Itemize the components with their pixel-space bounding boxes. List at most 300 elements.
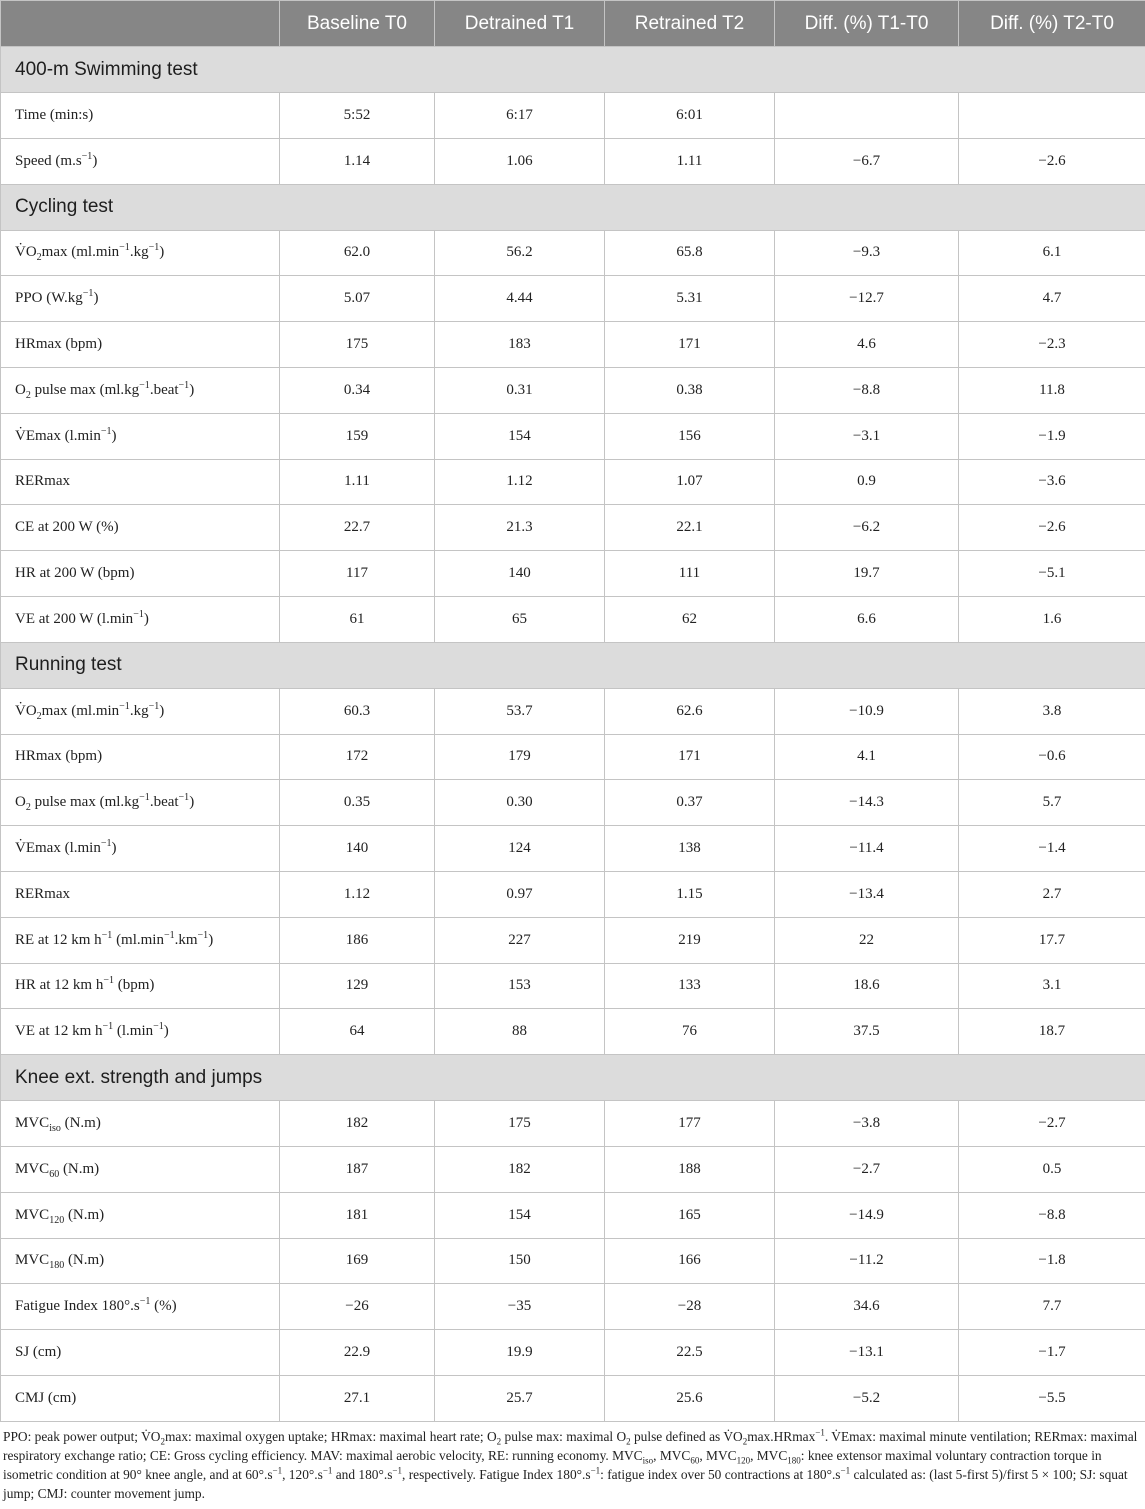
text-run: , MVC — [653, 1448, 691, 1463]
text-run: (bpm) — [113, 977, 155, 994]
superscript: −1 — [815, 1427, 825, 1438]
cell-detrained-t1: 1.12 — [435, 459, 605, 505]
text-run: ) — [93, 290, 99, 307]
table-row — [1, 1238, 1145, 1284]
table-row — [1, 505, 1145, 551]
superscript: −1 — [100, 425, 112, 437]
superscript: −1 — [81, 150, 93, 162]
text-run: . V̇Emax: maximal minute ventilation; RERmax: maximal respiratory exchange ratio; CE: Gross cycling efficiency. MAV: maximal aerobic velocity, RE: running economy. MVC — [3, 1429, 1138, 1463]
table-row — [1, 917, 1145, 963]
cell-baseline-t0: 5.07 — [280, 276, 435, 322]
text-run: max (ml.min — [41, 244, 120, 261]
cell-diff-t1-t0: −14.9 — [775, 1192, 959, 1238]
text-run: pulse max (ml.kg — [30, 381, 140, 398]
text-run: V̇Emax (l.min — [15, 840, 101, 857]
cell-baseline-t0: 64 — [280, 1009, 435, 1055]
text-run: (N.m) — [59, 1160, 100, 1177]
superscript: −1 — [148, 242, 160, 254]
cell-retrained-t2: 6:01 — [605, 93, 775, 139]
text-run: HRmax (bpm) — [15, 336, 103, 353]
table-row — [1, 413, 1145, 459]
text-run: , MVC — [750, 1448, 788, 1463]
text-run: MVC — [15, 1160, 50, 1177]
text-run: V̇O — [15, 244, 37, 261]
text-run: VE at 200 W (l.min — [15, 610, 134, 627]
cell-detrained-t1: 124 — [435, 826, 605, 872]
subscript: iso — [642, 1455, 654, 1466]
text-run: , 120°.s — [282, 1467, 323, 1482]
table-row — [1, 551, 1145, 597]
section-title: 400-m Swimming test — [1, 47, 1145, 93]
cell-diff-t2-t0 — [959, 93, 1145, 139]
superscript: −1 — [178, 379, 190, 391]
text-run: PPO (W.kg — [15, 290, 83, 307]
text-run: HRmax (bpm) — [15, 748, 103, 765]
cell-detrained-t1: 65 — [435, 596, 605, 642]
table-row — [1, 826, 1145, 872]
row-label — [1, 322, 280, 368]
cell-baseline-t0: 22.9 — [280, 1330, 435, 1376]
cell-diff-t1-t0: 0.9 — [775, 459, 959, 505]
text-run: and 180°.s — [332, 1467, 393, 1482]
section-header-row — [1, 1055, 1145, 1101]
text-run: (N.m) — [64, 1252, 105, 1269]
row-label — [1, 734, 280, 780]
cell-diff-t1-t0: 18.6 — [775, 963, 959, 1009]
section-header-row — [1, 184, 1145, 230]
table-row — [1, 963, 1145, 1009]
row-label — [1, 505, 280, 551]
cell-diff-t2-t0: −1.9 — [959, 413, 1145, 459]
subscript: 180 — [49, 1260, 65, 1272]
text-run: RERmax — [15, 885, 70, 902]
superscript: −1 — [197, 929, 209, 941]
superscript: −1 — [840, 1465, 851, 1476]
table-row — [1, 1101, 1145, 1147]
cell-diff-t2-t0: 2.7 — [959, 871, 1145, 917]
cell-retrained-t2: 111 — [605, 551, 775, 597]
cell-retrained-t2: 171 — [605, 734, 775, 780]
subscript: 2 — [160, 1436, 165, 1447]
cell-baseline-t0: 60.3 — [280, 688, 435, 734]
cell-detrained-t1: 0.31 — [435, 367, 605, 413]
row-label — [1, 1009, 280, 1055]
table-row — [1, 1330, 1145, 1376]
cell-baseline-t0: 186 — [280, 917, 435, 963]
text-run: ) — [163, 1023, 169, 1040]
cell-retrained-t2: 0.37 — [605, 780, 775, 826]
superscript: −1 — [119, 242, 130, 254]
subscript: 2 — [25, 389, 31, 401]
cell-diff-t1-t0: −9.3 — [775, 230, 959, 276]
text-run: max (ml.min — [41, 702, 120, 719]
row-label — [1, 230, 280, 276]
subscript: 2 — [742, 1436, 748, 1447]
text-run: .beat — [149, 794, 179, 811]
text-run: .km — [174, 931, 198, 948]
cell-diff-t1-t0: −14.3 — [775, 780, 959, 826]
superscript: −1 — [148, 700, 160, 712]
cell-diff-t2-t0: 1.6 — [959, 596, 1145, 642]
cell-detrained-t1: 150 — [435, 1238, 605, 1284]
superscript: −1 — [103, 975, 114, 987]
cell-retrained-t2: −28 — [605, 1284, 775, 1330]
row-label — [1, 1284, 280, 1330]
cell-baseline-t0: 1.11 — [280, 459, 435, 505]
section-header-row — [1, 642, 1145, 688]
header-cell-detrained-t1: Detrained T1 — [435, 1, 605, 47]
cell-detrained-t1: 53.7 — [435, 688, 605, 734]
cell-retrained-t2: 166 — [605, 1238, 775, 1284]
text-run: ) — [159, 702, 165, 719]
text-run: ) — [189, 381, 195, 398]
subscript: 2 — [36, 710, 42, 722]
cell-diff-t1-t0: −13.4 — [775, 871, 959, 917]
superscript: −1 — [163, 929, 175, 941]
cell-detrained-t1: 154 — [435, 413, 605, 459]
cell-retrained-t2: 1.11 — [605, 138, 775, 184]
table-row — [1, 367, 1145, 413]
text-run: pulse max: maximal O — [501, 1429, 627, 1444]
text-run: pulse defined as V̇O — [630, 1429, 743, 1444]
superscript: −1 — [101, 929, 113, 941]
row-label — [1, 551, 280, 597]
superscript: −1 — [119, 700, 130, 712]
text-run: HR at 200 W (bpm) — [15, 565, 135, 582]
text-run: MVC — [15, 1115, 50, 1132]
cell-diff-t1-t0: −6.7 — [775, 138, 959, 184]
table-row — [1, 1192, 1145, 1238]
row-label — [1, 367, 280, 413]
cell-baseline-t0: 0.34 — [280, 367, 435, 413]
cell-detrained-t1: 56.2 — [435, 230, 605, 276]
cell-retrained-t2: 133 — [605, 963, 775, 1009]
cell-retrained-t2: 219 — [605, 917, 775, 963]
text-run: : knee extensor maximal voluntary contraction torque in isometric condition at 90° knee angle, and at 60°.s — [3, 1448, 1102, 1482]
cell-diff-t2-t0: −5.5 — [959, 1375, 1145, 1421]
cell-detrained-t1: 179 — [435, 734, 605, 780]
text-run: ) — [208, 931, 214, 948]
cell-diff-t2-t0: −2.6 — [959, 505, 1145, 551]
text-run: ) — [189, 794, 195, 811]
superscript: −1 — [178, 792, 190, 804]
cell-retrained-t2: 5.31 — [605, 276, 775, 322]
cell-detrained-t1: 154 — [435, 1192, 605, 1238]
section-title: Running test — [1, 642, 1145, 688]
text-run: V̇O — [15, 702, 37, 719]
cell-diff-t1-t0: 19.7 — [775, 551, 959, 597]
text-run: RERmax — [15, 473, 70, 490]
text-run: max: maximal oxygen uptake; HRmax: maximal heart rate; O — [164, 1429, 497, 1444]
row-label — [1, 963, 280, 1009]
superscript: −1 — [590, 1465, 601, 1476]
cell-detrained-t1: 21.3 — [435, 505, 605, 551]
cell-retrained-t2: 76 — [605, 1009, 775, 1055]
text-run: Time (min:s) — [15, 106, 94, 123]
text-run: .kg — [129, 244, 149, 261]
row-label — [1, 276, 280, 322]
cell-detrained-t1: 153 — [435, 963, 605, 1009]
text-run: , respectively. Fatigue Index 180°.s — [402, 1467, 591, 1482]
cell-baseline-t0: 159 — [280, 413, 435, 459]
table-footnote — [3, 1427, 1142, 1503]
superscript: −1 — [153, 1021, 164, 1033]
cell-retrained-t2: 0.38 — [605, 367, 775, 413]
cell-baseline-t0: 22.7 — [280, 505, 435, 551]
cell-detrained-t1: 140 — [435, 551, 605, 597]
text-run: HR at 12 km h — [15, 977, 104, 994]
text-run: (ml.min — [112, 931, 164, 948]
row-label — [1, 871, 280, 917]
text-run: .kg — [129, 702, 149, 719]
cell-diff-t1-t0: 22 — [775, 917, 959, 963]
cell-retrained-t2: 177 — [605, 1101, 775, 1147]
cell-diff-t2-t0: 6.1 — [959, 230, 1145, 276]
cell-diff-t1-t0 — [775, 93, 959, 139]
superscript: −1 — [272, 1465, 283, 1476]
row-label — [1, 1146, 280, 1192]
text-run: CMJ (cm) — [15, 1389, 77, 1406]
cell-retrained-t2: 62 — [605, 596, 775, 642]
row-label — [1, 138, 280, 184]
section-header-row — [1, 47, 1145, 93]
table-row — [1, 688, 1145, 734]
cell-diff-t1-t0: 37.5 — [775, 1009, 959, 1055]
text-run: : fatigue index over 50 contractions at 180°.s — [600, 1467, 841, 1482]
header-cell-retrained-t2: Retrained T2 — [605, 1, 775, 47]
superscript: −1 — [392, 1465, 402, 1476]
subscript: 2 — [36, 252, 42, 264]
cell-baseline-t0: 61 — [280, 596, 435, 642]
text-run: Fatigue Index 180°.s — [15, 1298, 140, 1315]
superscript: −1 — [139, 1296, 151, 1308]
cell-diff-t1-t0: −11.2 — [775, 1238, 959, 1284]
cell-diff-t2-t0: −0.6 — [959, 734, 1145, 780]
row-label — [1, 1101, 280, 1147]
cell-baseline-t0: 187 — [280, 1146, 435, 1192]
text-run: ) — [92, 152, 98, 169]
section-title: Knee ext. strength and jumps — [1, 1055, 1145, 1101]
cell-diff-t2-t0: −8.8 — [959, 1192, 1145, 1238]
row-label — [1, 1192, 280, 1238]
header-cell-baseline-t0: Baseline T0 — [280, 1, 435, 47]
cell-retrained-t2: 171 — [605, 322, 775, 368]
table-row — [1, 734, 1145, 780]
cell-diff-t1-t0: 4.6 — [775, 322, 959, 368]
section-title: Cycling test — [1, 184, 1145, 230]
cell-retrained-t2: 1.15 — [605, 871, 775, 917]
subscript: 2 — [25, 802, 31, 814]
cell-baseline-t0: 1.12 — [280, 871, 435, 917]
cell-baseline-t0: 62.0 — [280, 230, 435, 276]
cell-retrained-t2: 165 — [605, 1192, 775, 1238]
cell-diff-t2-t0: 17.7 — [959, 917, 1145, 963]
table-row — [1, 1375, 1145, 1421]
cell-baseline-t0: 140 — [280, 826, 435, 872]
cell-baseline-t0: 172 — [280, 734, 435, 780]
cell-detrained-t1: 19.9 — [435, 1330, 605, 1376]
text-run: MVC — [15, 1252, 50, 1269]
cell-diff-t2-t0: −5.1 — [959, 551, 1145, 597]
cell-diff-t1-t0: 4.1 — [775, 734, 959, 780]
text-run: (N.m) — [64, 1206, 105, 1223]
cell-diff-t2-t0: −2.6 — [959, 138, 1145, 184]
table-row — [1, 322, 1145, 368]
subscript: 60 — [690, 1455, 700, 1466]
cell-retrained-t2: 22.5 — [605, 1330, 775, 1376]
cell-diff-t2-t0: 18.7 — [959, 1009, 1145, 1055]
cell-detrained-t1: 0.30 — [435, 780, 605, 826]
table-row — [1, 230, 1145, 276]
table-row — [1, 459, 1145, 505]
table-row — [1, 780, 1145, 826]
cell-retrained-t2: 188 — [605, 1146, 775, 1192]
row-label — [1, 596, 280, 642]
cell-baseline-t0: −26 — [280, 1284, 435, 1330]
cell-diff-t1-t0: 6.6 — [775, 596, 959, 642]
cell-retrained-t2: 156 — [605, 413, 775, 459]
cell-diff-t2-t0: −3.6 — [959, 459, 1145, 505]
cell-diff-t2-t0: 3.1 — [959, 963, 1145, 1009]
row-label — [1, 1238, 280, 1284]
row-label — [1, 688, 280, 734]
table-row — [1, 871, 1145, 917]
cell-detrained-t1: 182 — [435, 1146, 605, 1192]
subscript: 2 — [496, 1436, 502, 1447]
cell-diff-t2-t0: 4.7 — [959, 276, 1145, 322]
text-run: CE at 200 W (%) — [15, 519, 119, 536]
cell-diff-t1-t0: −5.2 — [775, 1375, 959, 1421]
cell-diff-t1-t0: −2.7 — [775, 1146, 959, 1192]
cell-detrained-t1: 88 — [435, 1009, 605, 1055]
text-run: O — [15, 381, 26, 398]
text-run: Speed (m.s — [15, 152, 82, 169]
cell-detrained-t1: 183 — [435, 322, 605, 368]
cell-baseline-t0: 27.1 — [280, 1375, 435, 1421]
cell-detrained-t1: −35 — [435, 1284, 605, 1330]
text-run: pulse max (ml.kg — [30, 794, 140, 811]
subscript: 60 — [49, 1168, 60, 1180]
text-run: (l.min — [113, 1023, 154, 1040]
text-run: VE at 12 km h — [15, 1023, 103, 1040]
header-cell-diff-t1-t0: Diff. (%) T1-T0 — [775, 1, 959, 47]
superscript: −1 — [133, 608, 144, 620]
cell-diff-t2-t0: −1.8 — [959, 1238, 1145, 1284]
table-row — [1, 138, 1145, 184]
cell-retrained-t2: 62.6 — [605, 688, 775, 734]
text-run: calculated as: (last 5-first 5)/first 5 × 100; SJ: squat jump; CMJ: counter movement jump. — [3, 1467, 1128, 1501]
subscript: 180 — [787, 1455, 801, 1466]
cell-baseline-t0: 175 — [280, 322, 435, 368]
table-row — [1, 596, 1145, 642]
superscript: −1 — [139, 792, 150, 804]
cell-diff-t1-t0: −12.7 — [775, 276, 959, 322]
text-run: max.HRmax — [747, 1429, 816, 1444]
header-cell-diff-t2-t0: Diff. (%) T2-T0 — [959, 1, 1145, 47]
superscript: −1 — [139, 379, 150, 391]
subscript: iso — [49, 1123, 61, 1135]
cell-diff-t2-t0: 3.8 — [959, 688, 1145, 734]
cell-diff-t2-t0: 11.8 — [959, 367, 1145, 413]
superscript: −1 — [102, 1021, 114, 1033]
text-run: ) — [143, 610, 149, 627]
cell-detrained-t1: 6:17 — [435, 93, 605, 139]
text-run: ) — [111, 427, 117, 444]
cell-detrained-t1: 25.7 — [435, 1375, 605, 1421]
cell-detrained-t1: 4.44 — [435, 276, 605, 322]
cell-diff-t1-t0: −3.8 — [775, 1101, 959, 1147]
cell-diff-t1-t0: −3.1 — [775, 413, 959, 459]
cell-diff-t1-t0: −6.2 — [775, 505, 959, 551]
cell-baseline-t0: 5:52 — [280, 93, 435, 139]
table-row — [1, 276, 1145, 322]
row-label — [1, 1375, 280, 1421]
cell-detrained-t1: 1.06 — [435, 138, 605, 184]
cell-retrained-t2: 22.1 — [605, 505, 775, 551]
text-run: SJ (cm) — [15, 1344, 62, 1361]
text-run: MVC — [15, 1206, 50, 1223]
cell-diff-t2-t0: 7.7 — [959, 1284, 1145, 1330]
cell-diff-t2-t0: −1.4 — [959, 826, 1145, 872]
subscript: 120 — [736, 1455, 751, 1466]
subscript: 120 — [49, 1214, 65, 1226]
cell-diff-t2-t0: 0.5 — [959, 1146, 1145, 1192]
cell-diff-t1-t0: −11.4 — [775, 826, 959, 872]
cell-diff-t2-t0: 5.7 — [959, 780, 1145, 826]
text-run: O — [15, 794, 26, 811]
cell-diff-t1-t0: −10.9 — [775, 688, 959, 734]
text-run: (N.m) — [60, 1115, 101, 1132]
table-row — [1, 93, 1145, 139]
cell-diff-t2-t0: −2.7 — [959, 1101, 1145, 1147]
row-label — [1, 93, 280, 139]
cell-diff-t2-t0: −2.3 — [959, 322, 1145, 368]
row-label — [1, 826, 280, 872]
text-run: ) — [159, 244, 165, 261]
table-row — [1, 1146, 1145, 1192]
subscript: 2 — [626, 1436, 631, 1447]
table-row — [1, 1009, 1145, 1055]
cell-baseline-t0: 182 — [280, 1101, 435, 1147]
cell-baseline-t0: 181 — [280, 1192, 435, 1238]
cell-diff-t1-t0: −13.1 — [775, 1330, 959, 1376]
cell-diff-t1-t0: 34.6 — [775, 1284, 959, 1330]
row-label — [1, 459, 280, 505]
cell-baseline-t0: 0.35 — [280, 780, 435, 826]
cell-retrained-t2: 1.07 — [605, 459, 775, 505]
cell-retrained-t2: 138 — [605, 826, 775, 872]
cell-retrained-t2: 25.6 — [605, 1375, 775, 1421]
cell-diff-t1-t0: −8.8 — [775, 367, 959, 413]
text-run: .beat — [149, 381, 179, 398]
table-row — [1, 1284, 1145, 1330]
cell-baseline-t0: 1.14 — [280, 138, 435, 184]
row-label — [1, 780, 280, 826]
cell-baseline-t0: 117 — [280, 551, 435, 597]
cell-detrained-t1: 0.97 — [435, 871, 605, 917]
header-row — [1, 1, 1145, 47]
superscript: −1 — [322, 1465, 333, 1476]
row-label — [1, 1330, 280, 1376]
superscript: −1 — [82, 288, 94, 300]
text-run: (%) — [150, 1298, 177, 1315]
cell-baseline-t0: 169 — [280, 1238, 435, 1284]
row-label — [1, 917, 280, 963]
cell-baseline-t0: 129 — [280, 963, 435, 1009]
superscript: −1 — [100, 838, 112, 850]
row-label — [1, 413, 280, 459]
cell-detrained-t1: 227 — [435, 917, 605, 963]
